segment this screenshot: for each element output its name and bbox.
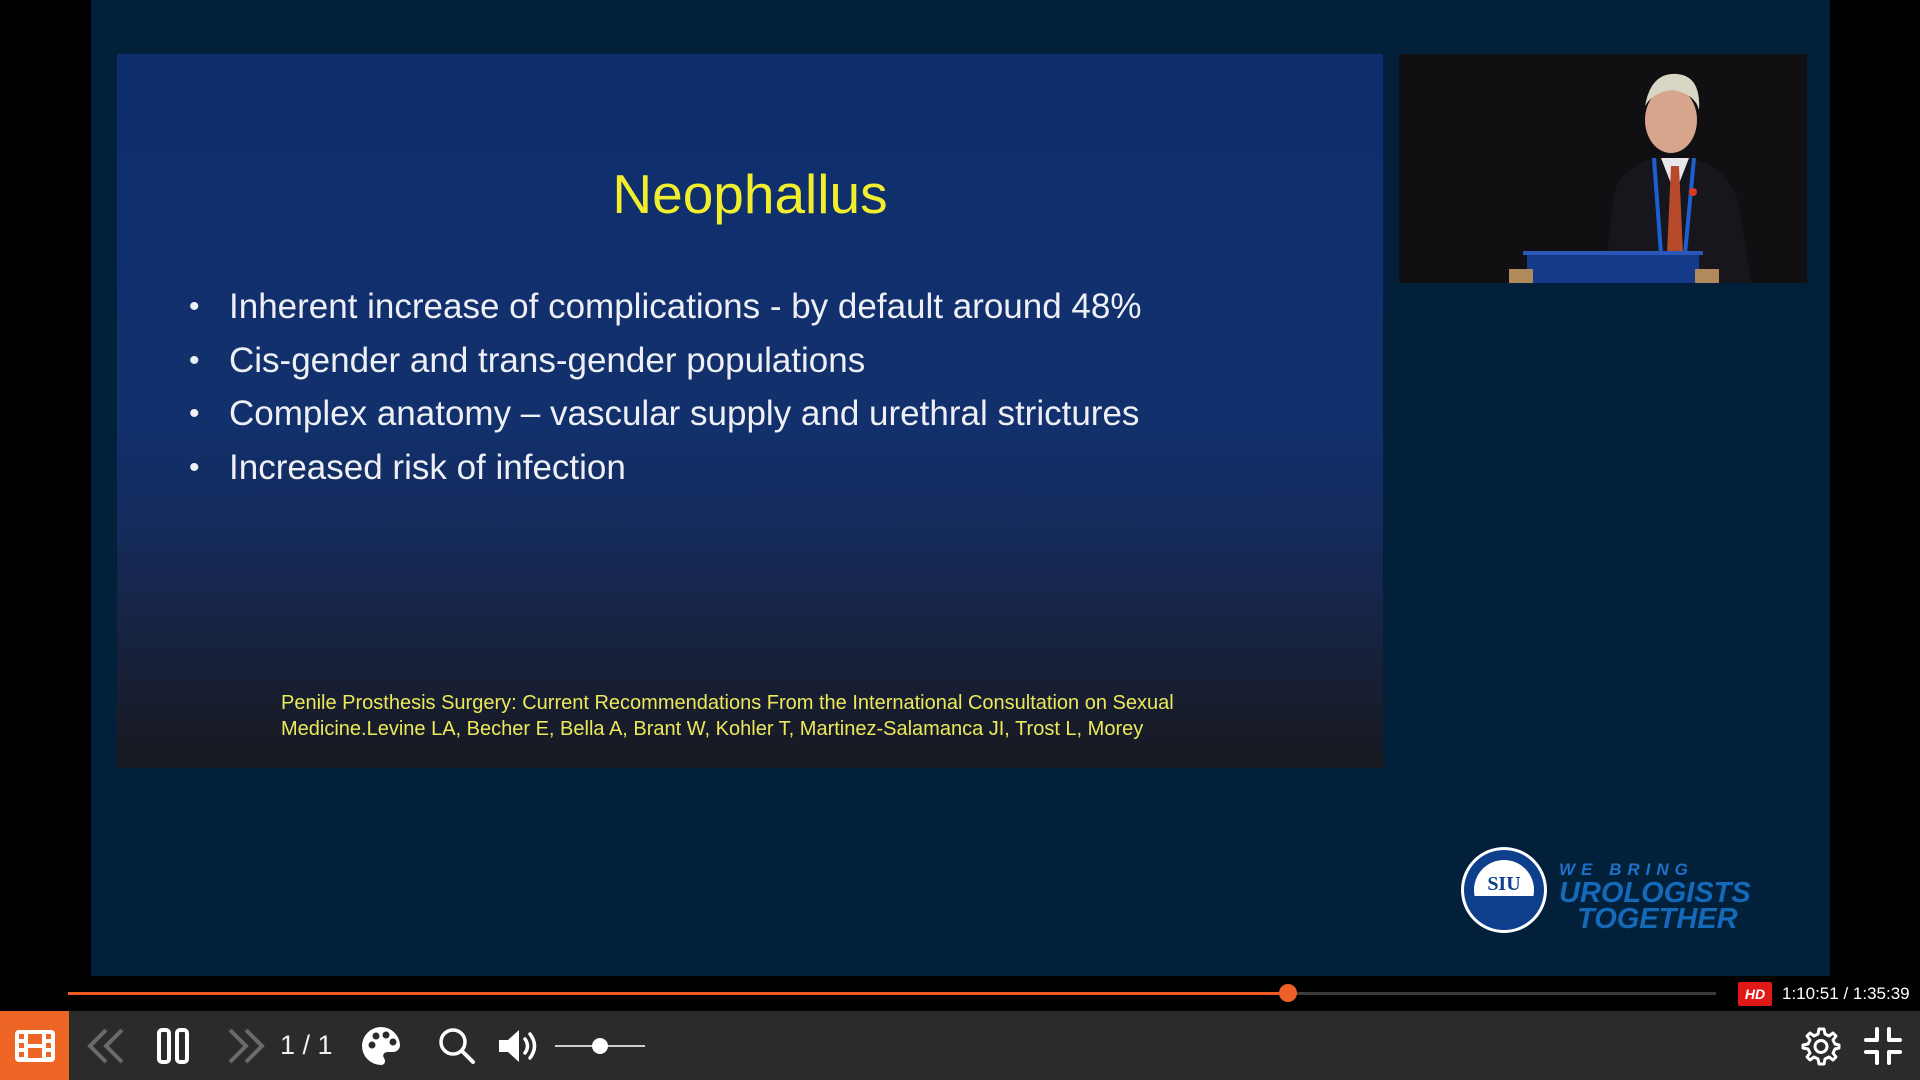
siu-logo (1459, 844, 1759, 936)
time-display: 1:10:51 / 1:35:39 (1782, 984, 1910, 1003)
search-button[interactable] (432, 1011, 482, 1080)
slide-bullet: • Complex anatomy – vascular supply and urethral strictures (189, 387, 1141, 441)
double-chevron-right-icon (224, 1026, 268, 1066)
tagline-line: WE BRING (1559, 860, 1694, 879)
exit-fullscreen-icon (1863, 1026, 1903, 1066)
pause-icon (157, 1028, 189, 1064)
search-icon (438, 1027, 476, 1065)
svg-text:SIU: SIU (1487, 873, 1521, 895)
settings-button[interactable] (1796, 1011, 1846, 1080)
video-stage (91, 0, 1830, 976)
double-chevron-left-icon (84, 1026, 128, 1066)
next-slide-button[interactable] (218, 1011, 274, 1080)
siu-seal-icon (1459, 844, 1549, 936)
speaker-video[interactable] (1399, 54, 1807, 283)
slide-bullet-list (189, 280, 1141, 494)
mute-button[interactable] (492, 1011, 548, 1080)
slide-bullet: • Inherent increase of complications - by default around 48% (189, 280, 1141, 334)
previous-slide-button[interactable] (78, 1011, 134, 1080)
progress-track[interactable] (68, 992, 1716, 995)
volume-handle[interactable] (592, 1038, 608, 1054)
palette-icon (360, 1025, 402, 1067)
progress-area (0, 976, 1920, 1011)
volume-icon (497, 1026, 543, 1066)
pause-button[interactable] (148, 1011, 198, 1080)
volume-slider[interactable] (555, 1045, 645, 1047)
slide-bullet: • Cis-gender and trans-gender populations (189, 334, 1141, 388)
citation-line: Penile Prosthesis Surgery: Current Recommendations From the International Consultation on Sexual (281, 692, 1174, 714)
slide-title: Neophallus (612, 163, 888, 225)
tagline-line: UROLOGISTS (1559, 877, 1751, 909)
exit-fullscreen-button[interactable] (1858, 1011, 1908, 1080)
presentation-slide (117, 54, 1383, 768)
slides-list-button[interactable] (0, 1011, 69, 1080)
hd-badge[interactable]: HD (1738, 982, 1772, 1006)
progress-handle[interactable] (1279, 984, 1297, 1002)
filmstrip-icon (14, 1029, 56, 1063)
slide-bullet: • Increased risk of infection (189, 441, 1141, 495)
slide-citation (281, 690, 1281, 742)
logo-tagline (1559, 860, 1751, 935)
progress-fill (68, 992, 1288, 995)
gear-icon (1801, 1026, 1841, 1066)
tagline-line: TOGETHER (1577, 903, 1738, 935)
theme-button[interactable] (356, 1011, 406, 1080)
player-controls (0, 1011, 1920, 1080)
slide-page-indicator: 1 / 1 (280, 1030, 333, 1060)
citation-line: Medicine.Levine LA, Becher E, Bella A, Brant W, Kohler T, Martinez-Salamanca JI, Trost L, Morey (281, 718, 1144, 740)
speaker-figure-image (1399, 54, 1807, 283)
